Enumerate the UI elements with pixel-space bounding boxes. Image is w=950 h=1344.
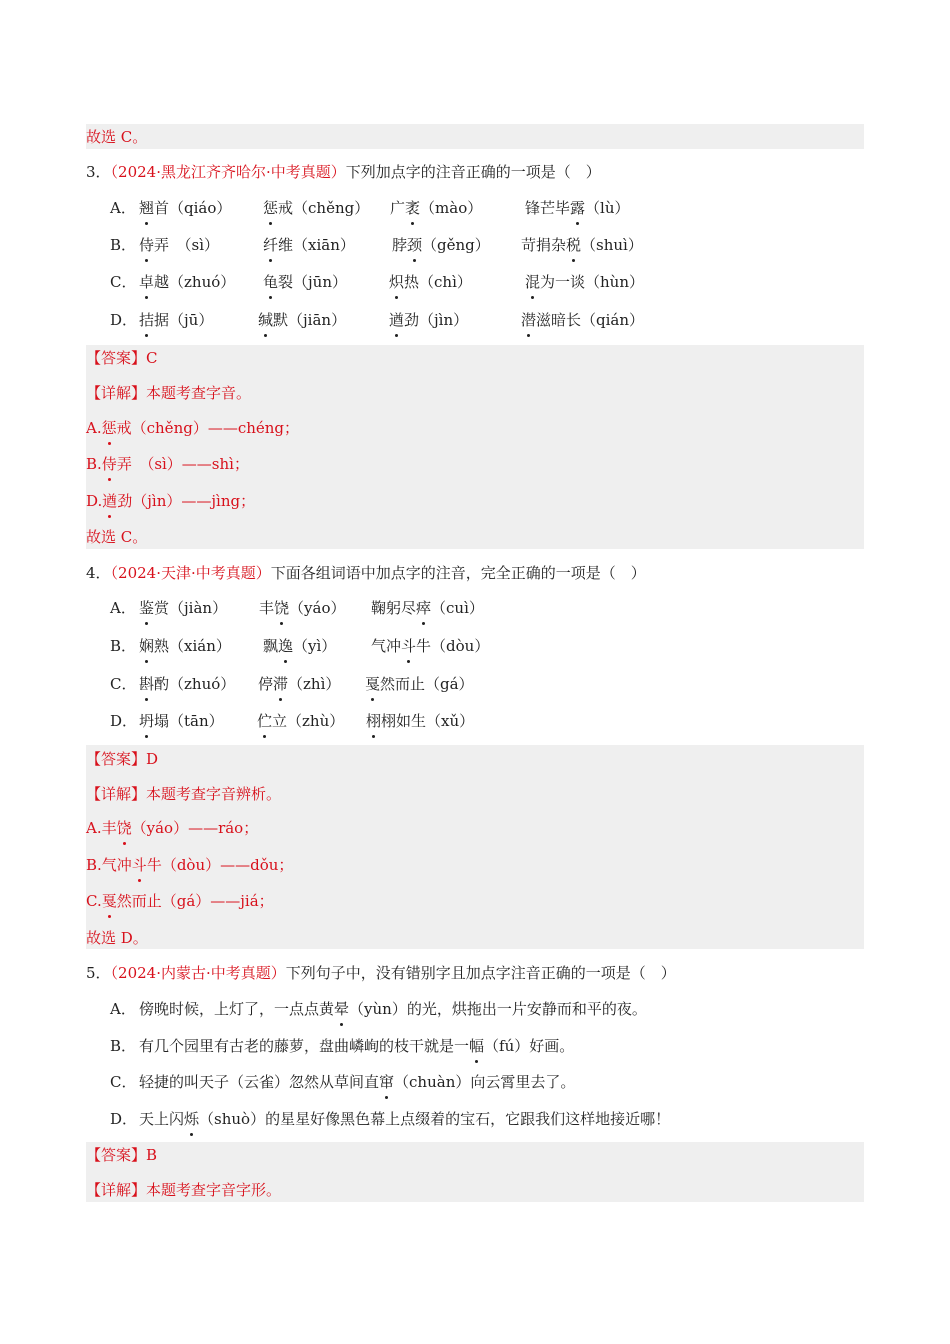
option-item: 广袤（mào）	[390, 196, 482, 220]
option-item: 混为一谈（hùn）	[525, 270, 644, 294]
option-label: A．	[110, 199, 136, 217]
option-item: 炽热（chì）	[389, 270, 472, 294]
option-sentence: 傍晚时候，上灯了，一点点黄晕（yùn）的光，烘拖出一片安静而和平的夜。	[139, 997, 647, 1021]
option-item: 丰饶（yáo）	[259, 596, 345, 620]
option-label: A．	[110, 1000, 136, 1018]
question-source: （2024·黑龙江齐齐哈尔·中考真题）	[110, 163, 346, 181]
option-item: 伫立（zhù）	[257, 709, 344, 733]
option-label: B．	[110, 236, 137, 254]
question-4-stem	[86, 561, 646, 585]
answer-block-q3	[86, 345, 864, 549]
conclusion-line: 故选 D。	[86, 929, 148, 947]
question-number: 5．	[86, 964, 111, 982]
option-label: C．	[110, 273, 137, 291]
question-text: 下面各组词语中加点字的注音，完全正确的一项是（ ）	[270, 564, 646, 582]
option-sentence: 有几个园里有古老的藤萝，盘曲嶙峋的枝干就是一幅（fú）好画。	[139, 1034, 574, 1058]
option-item: 脖颈（gěng）	[392, 233, 490, 257]
option-item: 斟酌（zhuó）	[139, 672, 235, 696]
option-sentence: 轻捷的叫天子（云雀）忽然从草间直窜（chuàn）向云霄里去了。	[139, 1070, 575, 1094]
option-item: 娴熟（xián）	[139, 634, 231, 658]
option-item: 遒劲（jìn）	[389, 308, 468, 332]
option-item: 翘首（qiáo）	[139, 196, 231, 220]
option-item: 缄默（jiān）	[258, 308, 346, 332]
question-5-stem	[86, 961, 676, 985]
option-item: 惩戒（chěng）	[263, 196, 369, 220]
option-item: 停滞（zhì）	[258, 672, 340, 696]
option-label: C．	[110, 1073, 137, 1091]
option-item: 鉴赏（jiàn）	[139, 596, 227, 620]
detail-line: 【详解】本题考查字音字形。	[86, 1181, 282, 1199]
option-item: 潜滋暗长（qián）	[521, 308, 644, 332]
previous-conclusion: 故选 C。	[86, 128, 148, 146]
correction-line: A.丰饶（yáo）——ráo；	[86, 816, 258, 840]
option-sentence: 天上闪烁（shuò）的星星好像黑色幕上点缀着的宝石，它跟我们这样地接近哪！	[139, 1107, 670, 1131]
answer-line: 【答案】B	[86, 1146, 158, 1164]
option-item: 飘逸（yì）	[263, 634, 336, 658]
option-label: A．	[110, 599, 136, 617]
question-3-stem	[86, 160, 601, 184]
option-item: 卓越（zhuó）	[139, 270, 235, 294]
answer-line: 【答案】C	[86, 349, 158, 367]
correction-line: C.戛然而止（gá）——jiá；	[86, 889, 274, 913]
question-number: 3．	[86, 163, 111, 181]
option-item: 锋芒毕露（lù）	[525, 196, 630, 220]
option-label: D．	[110, 311, 138, 329]
option-item: 鞠躬尽瘁（cuì）	[371, 596, 484, 620]
answer-block-prev	[86, 124, 864, 149]
option-label: B．	[110, 1037, 137, 1055]
option-item: 龟裂（jūn）	[263, 270, 347, 294]
detail-line: 【详解】本题考查字音辨析。	[86, 785, 282, 803]
correction-line: B.气冲斗牛（dòu）——dǒu；	[86, 853, 293, 877]
option-label: D．	[110, 1110, 138, 1128]
option-item: 侍弄 （sì）	[139, 233, 219, 257]
option-item: 纤维（xiān）	[263, 233, 355, 257]
question-source: （2024·天津·中考真题）	[110, 564, 271, 582]
option-label: C．	[110, 675, 137, 693]
question-text: 下列句子中，没有错别字且加点字注音正确的一项是（ ）	[285, 964, 676, 982]
question-number: 4．	[86, 564, 111, 582]
correction-line: B.侍弄 （sì）——shì；	[86, 452, 249, 476]
question-source: （2024·内蒙古·中考真题）	[110, 964, 286, 982]
detail-line: 【详解】本题考查字音。	[86, 384, 252, 402]
option-label: B．	[110, 637, 137, 655]
answer-line: 【答案】D	[86, 750, 159, 768]
option-item: 坍塌（tān）	[139, 709, 224, 733]
answer-block-q4	[86, 745, 864, 949]
question-text: 下列加点字的注音正确的一项是（ ）	[345, 163, 601, 181]
correction-line: D.遒劲（jìn）——jìng；	[86, 489, 255, 513]
correction-line: A.惩戒（chěng）——chéng；	[86, 416, 299, 440]
option-item: 气冲斗牛（dòu）	[371, 634, 489, 658]
option-item: 拮据（jū）	[139, 308, 213, 332]
option-item: 栩栩如生（xǔ）	[366, 709, 474, 733]
option-item: 苛捐杂税（shuì）	[521, 233, 643, 257]
option-label: D．	[110, 712, 138, 730]
conclusion-line: 故选 C。	[86, 528, 148, 546]
option-item: 戛然而止（gá）	[365, 672, 474, 696]
